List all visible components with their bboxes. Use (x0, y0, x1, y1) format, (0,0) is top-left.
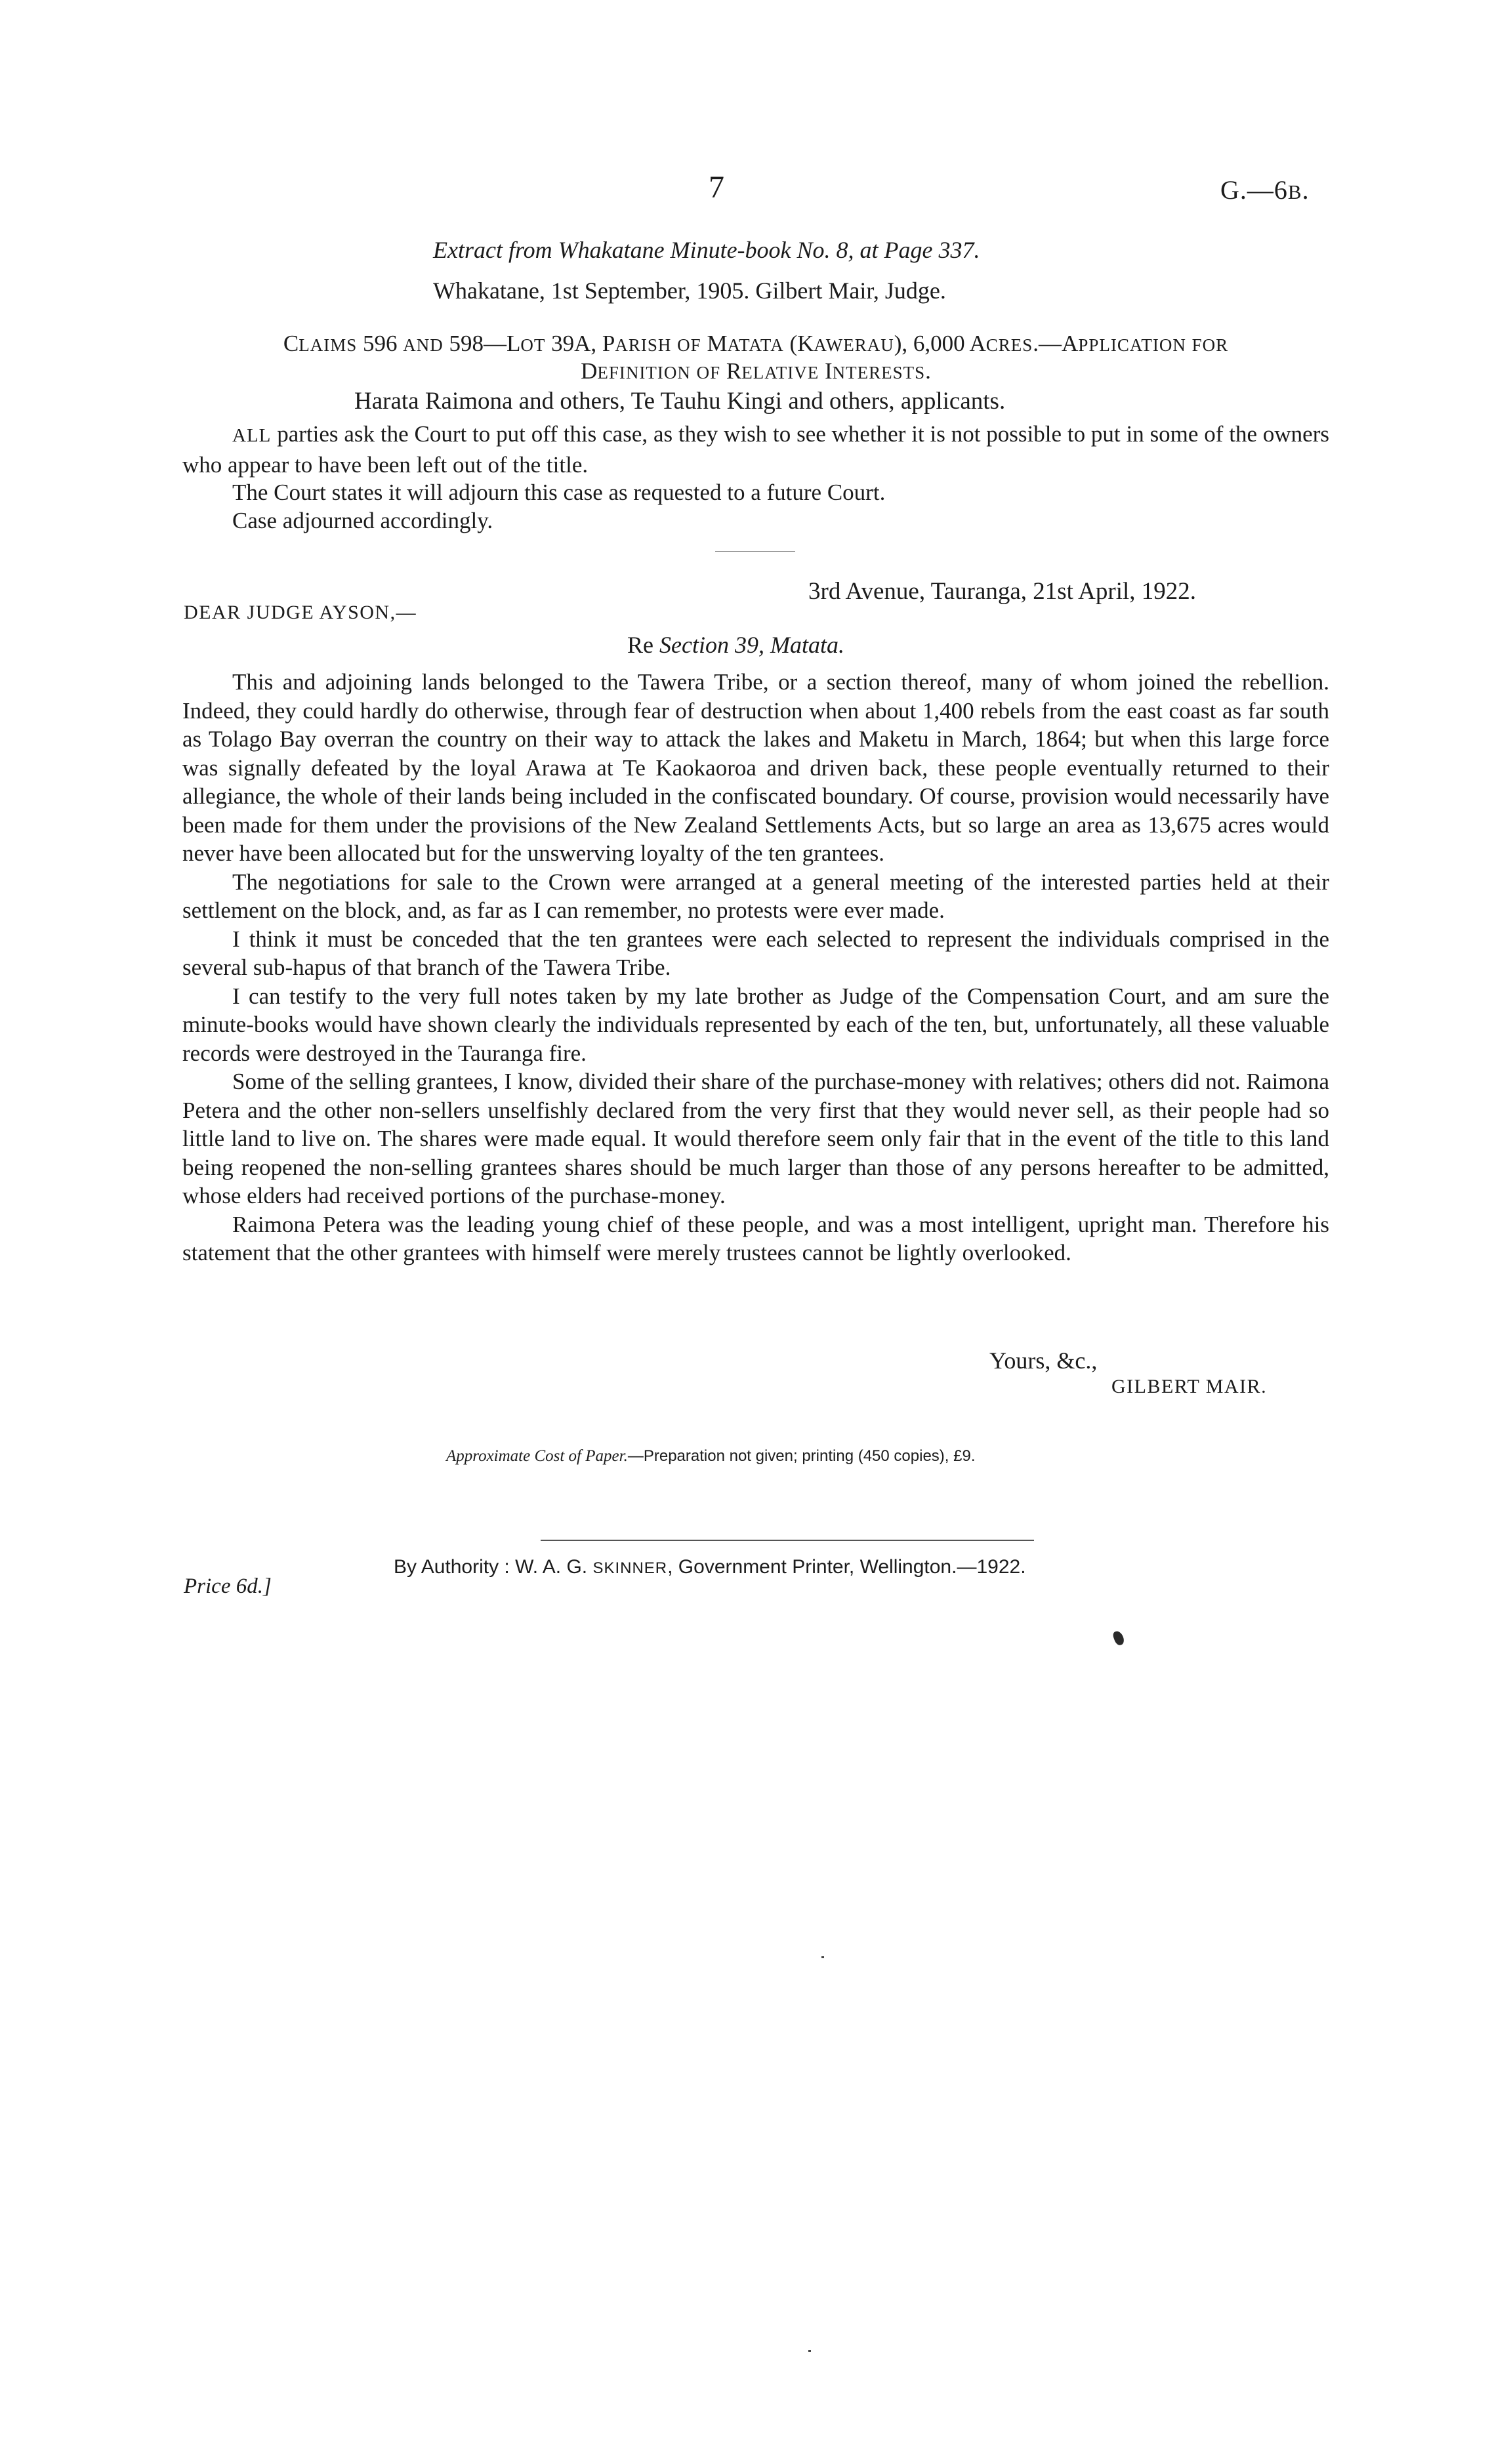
claims-title-part: .—A (1033, 331, 1079, 356)
claims-title-part: FOR (1191, 335, 1229, 355)
claims-title-part: OT (520, 335, 546, 355)
paragraph-text: The Court states it will adjourn this case as requested to a future Court. (232, 480, 886, 505)
claims-title-part: D (581, 358, 598, 384)
re-prefix: Re (627, 632, 659, 658)
letter-paragraph: The negotiations for sale to the Crown were arranged at a general meeting of the interested parties held at their settlement on the block, and, as far as I can remember, no protests were ever made. (182, 869, 1329, 923)
claims-title-part: ), 6,000 A (894, 331, 986, 356)
series-prefix: G.—6 (1220, 175, 1288, 205)
letter-body (182, 668, 1329, 1267)
applicants-line: Harata Raimona and others, Te Tauhu Kingi and others, applicants. (354, 388, 1006, 415)
series-end: . (1302, 175, 1310, 205)
letter-paragraph: This and adjoining lands belonged to the Tawera Tribe, or a section thereof, many of whom joined the rebellion. Indeed, they could hardly do otherwise, through fear of destruction when about 1,400 rebels from the east coast as far south as Tolago Bay overran the country on their way to attack the lakes and Maketu in March, 1864; but when this large force was signally defeated by the loyal Arawa at Te Kaokaoroa and driven back, these people eventually returned to their allegiance, the whole of their lands being included in the confiscated boundary. Of course, provision would necessarily have been made for them under the provisions of the New Zealand Settlements Acts, but so large an area as 13,675 acres would never have been allocated but for the unswerving loyalty of the ten grantees. (182, 669, 1329, 866)
cost-label: Approximate Cost of Paper. (446, 1447, 628, 1465)
claims-title-part (671, 331, 677, 356)
ink-dot (808, 2350, 811, 2352)
claims-title-part: ATATA (727, 335, 784, 355)
claims-title-part: M (701, 331, 728, 356)
claims-title-part: (K (783, 331, 814, 356)
paragraph-lead: ALL (232, 425, 272, 446)
salutation: DEAR JUDGE AYSON,— (184, 602, 417, 623)
page-number: 7 (709, 170, 724, 205)
claims-title-part: OF (696, 363, 721, 382)
series-suffix: B (1287, 180, 1302, 203)
printer-name: SKINNER (592, 1559, 668, 1577)
authority-suffix: , Government Printer, Wellington.—1922. (667, 1556, 1026, 1578)
cost-text: —Preparation not given; printing (450 copies), £9. (627, 1447, 976, 1465)
letter-closing: Yours, &c., (989, 1347, 1098, 1374)
letter-date: 3rd Avenue, Tauranga, 21st April, 1922. (808, 578, 1197, 605)
claims-title-part: . (925, 358, 931, 384)
letter-paragraph: Raimona Petera was the leading young chief of these people, and was a most intelligent, upright man. Therefore his statement that the other grantees with himself were merely trustees cannot be lightly overlooked. (182, 1211, 1329, 1265)
extract-title: Extract from Whakatane Minute-book No. 8, at Page 337. (433, 237, 980, 263)
claims-title-part: 596 (357, 331, 404, 356)
footer-rule (541, 1540, 1034, 1541)
letter-paragraph: Some of the selling grantees, I know, divided their share of the purchase-money with relatives; others did not. Raimona Petera and the other non-sellers unselfishly declared from the very first that they would never sell, as their people had so little land to live on. The shares were made equal. It would therefore seem only fair that in the event of the title to this land being reopened the non-selling grantees shares should be much larger than those of any persons hereafter to be admitted, whose elders had received portions of the purchase-money. (182, 1069, 1329, 1208)
ink-speck (1112, 1630, 1126, 1646)
printer-authority (394, 1556, 1026, 1578)
authority-prefix: By Authority : W. A. G. (394, 1556, 593, 1578)
paragraph-text: Case adjourned accordingly. (232, 508, 493, 533)
minute-paragraph (182, 478, 1329, 507)
minute-info: Whakatane, 1st September, 1905. Gilbert Mair, Judge. (433, 277, 946, 304)
claims-title (182, 331, 1329, 386)
claims-title-part: R (720, 358, 742, 384)
claims-title-part: ELATIVE (741, 363, 819, 382)
section-divider (715, 551, 795, 552)
claims-title-part: C (283, 331, 299, 356)
re-subject-title: Section 39, Matata. (659, 632, 844, 658)
claims-title-part: AND (403, 335, 444, 355)
claims-title-part: NTERESTS (832, 363, 926, 382)
letter-paragraph: I think it must be conceded that the ten grantees were each selected to represent the individuals comprised in the several sub-hapus of that branch of the Tawera Tribe. (182, 926, 1329, 980)
cost-note (446, 1447, 975, 1466)
claims-title-part: AWERAU (814, 335, 894, 355)
letter-signature: GILBERT MAIR. (1111, 1376, 1268, 1397)
ink-dot (821, 1956, 824, 1958)
claims-title-part: PPLICATION (1078, 335, 1186, 355)
minute-paragraph (182, 420, 1329, 479)
price: Price 6d.] (184, 1574, 272, 1598)
claims-title-part (1186, 331, 1192, 356)
re-subject (627, 631, 844, 659)
claims-title-part: LAIMS (299, 335, 358, 355)
claims-title-part: EFINITION (597, 363, 691, 382)
paragraph-text: parties ask the Court to put off this case, as they wish to see whether it is not possible to put in some of the owners who appear to have been left out of the title. (182, 421, 1329, 478)
series-code (1220, 175, 1310, 205)
claims-title-part: 598—L (443, 331, 521, 356)
minute-paragraph (182, 506, 1329, 535)
claims-title-line2 (182, 358, 1329, 386)
claims-title-part (691, 358, 697, 384)
claims-title-part: ARISH (615, 335, 672, 355)
claims-title-part: OF (677, 335, 701, 355)
claims-title-part: 39A, P (545, 331, 615, 356)
claims-title-line1 (182, 331, 1329, 358)
claims-title-part: I (819, 358, 833, 384)
claims-title-part: CRES (985, 335, 1033, 355)
letter-paragraph: I can testify to the very full notes taken by my late brother as Judge of the Compensation Court, and am sure the minute-books would have shown clearly the individuals represented by each of the ten, but, unfortunately, all these valuable records were destroyed in the Tauranga fire. (182, 983, 1329, 1066)
